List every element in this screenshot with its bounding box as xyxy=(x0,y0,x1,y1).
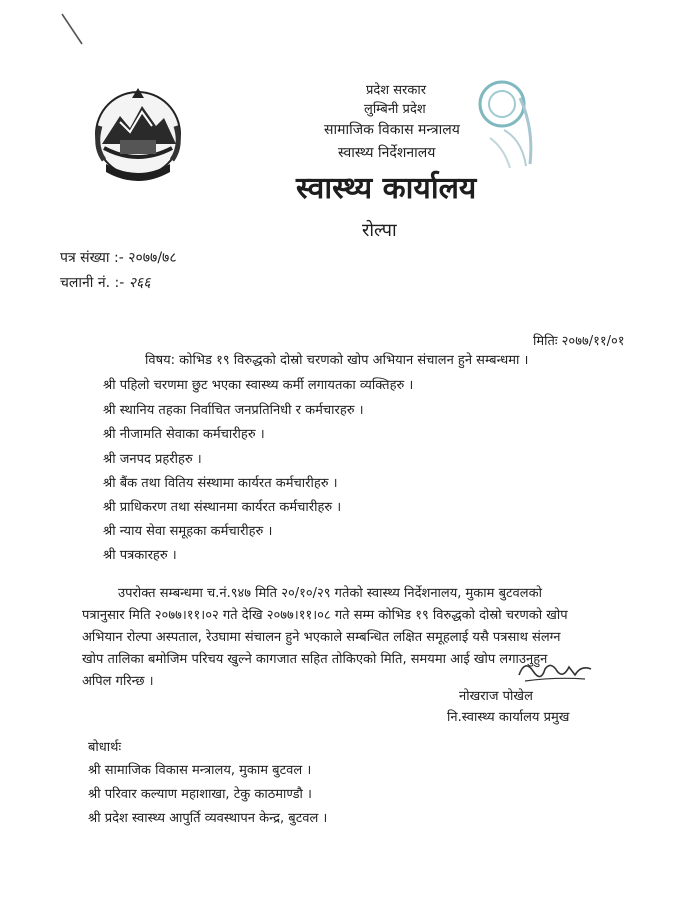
body-line: पत्रानुसार मिति २०७७।११।०२ गते देखि २०७७।११।०८ गते सम्म कोभिड १९ विरुद्धको दोस्रो चरणको खोप xyxy=(82,608,568,623)
cc-label: बोधार्थः xyxy=(88,740,122,755)
header-province: लुम्बिनी प्रदेश xyxy=(364,102,426,117)
office-stamp-icon xyxy=(470,78,552,174)
cc-item: श्री सामाजिक विकास मन्त्रालय, मुकाम बुटवल । xyxy=(88,763,312,778)
recipient-item: श्री पत्रकारहरु । xyxy=(103,548,177,563)
recipient-item: श्री प्राधिकरण तथा संस्थानमा कार्यरत कर्मचारीहरु । xyxy=(103,500,342,515)
body-line: खोप तालिका बमोजिम परिचय खुल्ने कागजात सहित तोकिएको मिति, समयमा आई खोप लगाउनुहुन xyxy=(82,652,548,667)
signatory-name: नोखराज पोखेल xyxy=(459,689,533,704)
office-place: रोल्पा xyxy=(362,220,397,241)
recipient-item: श्री स्थानिय तहका निर्वाचित जनप्रतिनिधी र कर्मचारहरु । xyxy=(103,403,364,418)
chalani-value: २६६ xyxy=(128,275,151,291)
cc-item: श्री परिवार कल्याण महाशाखा, टेकु काठमाण्डौ । xyxy=(88,787,312,802)
cc-item: श्री प्रदेश स्वास्थ्य आपुर्ति व्यवस्थापन केन्द्र, बुटवल । xyxy=(88,811,328,826)
recipient-item: श्री पहिलो चरणमा छुट भएका स्वास्थ्य कर्मी लगायतका व्यक्तिहरु । xyxy=(103,378,414,393)
signatory-title: नि.स्वास्थ्य कार्यालय प्रमुख xyxy=(447,710,570,725)
patra-value: २०७७/७८ xyxy=(128,250,177,266)
nepal-emblem-icon xyxy=(90,82,186,186)
chalani-number xyxy=(60,273,151,292)
header-directorate: स्वास्थ्य निर्देशनालय xyxy=(338,145,436,161)
letter-date: मितिः २०७७/११/०१ xyxy=(533,334,625,349)
patra-sankhya xyxy=(60,248,177,267)
body-line: अभियान रोल्पा अस्पताल, रेउघामा संचालन हुने भएकाले सम्बन्धित लक्षित समूहलाई यसै पत्रसाथ संलग्न xyxy=(82,630,561,645)
body-line: उपरोक्त सम्बन्धमा च.नं.९४७ मिति २०/१०/२९ गतेको स्वास्थ्य निर्देशनालय, मुकाम बुटवलको xyxy=(118,586,542,601)
recipient-item: श्री न्याय सेवा समूहका कर्मचारीहरु । xyxy=(103,524,273,539)
recipient-item: श्री नीजामति सेवाका कर्मचारीहरु । xyxy=(103,427,265,442)
header-province-govt: प्रदेश सरकार xyxy=(366,83,427,98)
header-ministry: सामाजिक विकास मन्त्रालय xyxy=(324,122,460,138)
recipient-item: श्री बैंक तथा वितिय संस्थामा कार्यरत कर्मचारीहरु । xyxy=(103,476,338,491)
scan-mark-icon xyxy=(58,12,88,46)
chalani-label: चलानी नं. :- xyxy=(60,275,125,291)
patra-label: पत्र संख्या :- xyxy=(60,250,124,266)
body-line: अपिल गरिन्छ । xyxy=(82,674,154,689)
recipient-item: श्री जनपद प्रहरीहरु । xyxy=(103,452,202,467)
office-title: स्वास्थ्य कार्यालय xyxy=(296,171,477,206)
signature-icon xyxy=(515,655,595,687)
letter-subject: विषय: कोभिड १९ विरुद्धको दोस्रो चरणको खोप अभियान संचालन हुने सम्बन्धमा । xyxy=(145,353,529,368)
